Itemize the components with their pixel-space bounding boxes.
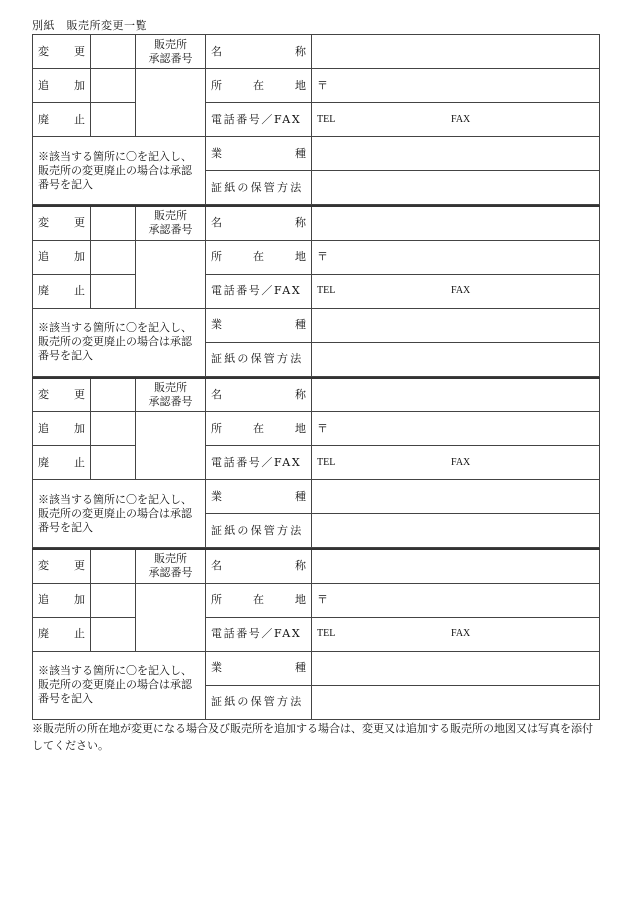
change-mark-cell[interactable] (91, 378, 136, 412)
address-label-text-char: 所 (211, 593, 222, 606)
abolish-mark-cell[interactable] (91, 103, 136, 137)
name-label-text-char: 名 (211, 387, 222, 401)
stamp-storage-field[interactable] (312, 171, 600, 205)
name-label-text (211, 388, 306, 402)
name-label-text (211, 559, 306, 573)
phone-fax-field[interactable] (312, 103, 600, 137)
address-label (206, 583, 312, 617)
address-label-text-char: 在 (253, 78, 264, 92)
approval-number-header: 販売所 承認番号 (136, 206, 206, 240)
name-label (206, 549, 312, 583)
store-block (32, 548, 600, 720)
instruction-note: ※該当する箇所に〇を記入し、販売所の変更廃止の場合は承認番号を記入 (33, 308, 206, 376)
name-label-text (211, 216, 306, 230)
change-label (33, 206, 91, 240)
address-label-text-char: 所 (211, 250, 222, 263)
address-label-text (211, 593, 306, 607)
name-label (206, 206, 312, 240)
name-label-text-char: 称 (295, 559, 306, 573)
add-label (33, 240, 91, 274)
approval-number-field[interactable] (136, 69, 206, 137)
attachment-note: ※販売所の所在地が変更になる場合及び販売所を追加する場合は、変更又は追加する販売所の地図又は写真を添付してください。 (32, 722, 593, 752)
change-label-text-char: 変 (38, 559, 49, 573)
business-type-label (206, 308, 312, 342)
change-label-text-char: 変 (38, 387, 49, 401)
business-type-label-text-char: 種 (295, 489, 306, 503)
stamp-storage-field[interactable] (312, 514, 600, 548)
address-label-text (211, 79, 306, 93)
add-label-text-char: 加 (74, 78, 85, 92)
address-field[interactable] (312, 240, 600, 274)
add-label-text-char: 加 (74, 250, 85, 263)
add-label (33, 583, 91, 617)
change-label-text (38, 388, 85, 402)
business-type-label-text (211, 661, 306, 675)
business-type-label-text (211, 490, 306, 504)
business-type-field[interactable] (312, 480, 600, 514)
phone-fax-label: 電話番号／FAX (206, 274, 312, 308)
abolish-label (33, 446, 91, 480)
add-label-text (38, 422, 85, 436)
instruction-note: ※該当する箇所に〇を記入し、販売所の変更廃止の場合は承認番号を記入 (33, 480, 206, 548)
stamp-storage-field[interactable] (312, 342, 600, 376)
add-label (33, 69, 91, 103)
business-type-label-text-char: 種 (295, 146, 306, 160)
address-label-text (211, 250, 306, 264)
add-label (33, 412, 91, 446)
abolish-label-text-char: 止 (74, 284, 85, 297)
abolish-label (33, 103, 91, 137)
business-type-label-text (211, 147, 306, 161)
name-label-text-char: 称 (295, 44, 306, 58)
change-label (33, 378, 91, 412)
abolish-mark-cell[interactable] (91, 274, 136, 308)
address-label-text-char: 地 (295, 78, 306, 92)
add-label-text (38, 593, 85, 607)
name-label-text-char: 名 (211, 216, 222, 230)
name-label (206, 378, 312, 412)
fax-label: FAX (451, 628, 471, 639)
add-mark-cell[interactable] (91, 240, 136, 274)
address-label-text-char: 所 (211, 421, 222, 435)
abolish-label-text (38, 627, 85, 641)
phone-fax-field[interactable] (312, 274, 600, 308)
business-type-field[interactable] (312, 651, 600, 685)
phone-fax-field[interactable] (312, 446, 600, 480)
change-label-text (38, 559, 85, 573)
store-block (32, 34, 600, 205)
address-label (206, 412, 312, 446)
address-label-text-char: 地 (295, 421, 306, 435)
approval-number-header: 販売所 承認番号 (136, 35, 206, 69)
change-label-text (38, 45, 85, 59)
abolish-label-text-char: 廃 (38, 627, 49, 640)
postal-mark: 〒 (317, 250, 328, 263)
address-field[interactable] (312, 583, 600, 617)
store-block (32, 205, 600, 377)
page-title: 別紙 販売所変更一覧 (32, 19, 147, 32)
instruction-note: ※該当する箇所に〇を記入し、販売所の変更廃止の場合は承認番号を記入 (33, 651, 206, 719)
business-type-label-text-char: 種 (295, 661, 306, 674)
business-type-label (206, 480, 312, 514)
address-field[interactable] (312, 69, 600, 103)
add-label-text-char: 加 (74, 593, 85, 606)
abolish-label-text-char: 廃 (38, 284, 49, 297)
abolish-label-text (38, 284, 85, 298)
address-field[interactable] (312, 412, 600, 446)
abolish-mark-cell[interactable] (91, 446, 136, 480)
postal-mark: 〒 (317, 421, 328, 435)
add-label-text-char: 加 (74, 421, 85, 435)
business-type-label-text-char: 種 (295, 318, 306, 331)
name-label (206, 35, 312, 69)
approval-number-header: 販売所 承認番号 (136, 549, 206, 583)
add-label-text (38, 79, 85, 93)
change-label-text-char: 更 (74, 216, 85, 230)
instruction-note: ※該当する箇所に〇を記入し、販売所の変更廃止の場合は承認番号を記入 (33, 137, 206, 205)
tel-label: TEL (317, 456, 336, 468)
abolish-label-text-char: 止 (74, 112, 85, 126)
add-label-text-char: 追 (38, 78, 49, 92)
business-type-label (206, 651, 312, 685)
address-label-text-char: 在 (253, 421, 264, 435)
tel-label: TEL (317, 628, 336, 639)
address-label-text (211, 422, 306, 436)
store-change-list (32, 34, 599, 720)
fax-label: FAX (451, 456, 471, 468)
stamp-storage-field[interactable] (312, 685, 600, 719)
abolish-label-text-char: 止 (74, 627, 85, 640)
name-label-text (211, 45, 306, 59)
stamp-storage-label: 証紙の保管方法 (206, 171, 312, 205)
business-type-field[interactable] (312, 308, 600, 342)
postal-mark: 〒 (317, 78, 328, 92)
approval-number-field[interactable] (136, 583, 206, 651)
change-mark-cell[interactable] (91, 549, 136, 583)
add-mark-cell[interactable] (91, 412, 136, 446)
name-label-text-char: 名 (211, 44, 222, 58)
abolish-label-text (38, 113, 85, 127)
change-label-text (38, 216, 85, 230)
name-field[interactable] (312, 549, 600, 583)
name-label-text-char: 名 (211, 559, 222, 573)
name-label-text-char: 称 (295, 387, 306, 401)
business-type-label-text (211, 318, 306, 332)
abolish-label-text-char: 廃 (38, 455, 49, 469)
add-label-text-char: 追 (38, 250, 49, 263)
abolish-label-text-char: 廃 (38, 112, 49, 126)
change-label-text-char: 変 (38, 216, 49, 230)
approval-number-field[interactable] (136, 240, 206, 308)
address-label-text-char: 在 (253, 593, 264, 606)
add-mark-cell[interactable] (91, 69, 136, 103)
add-mark-cell[interactable] (91, 583, 136, 617)
change-mark-cell[interactable] (91, 206, 136, 240)
address-label-text-char: 地 (295, 593, 306, 606)
fax-label: FAX (451, 285, 471, 296)
change-label (33, 35, 91, 69)
address-label-text-char: 地 (295, 250, 306, 263)
add-label-text (38, 250, 85, 264)
business-type-label-text-char: 業 (211, 146, 222, 160)
store-block (32, 377, 600, 549)
name-field[interactable] (312, 378, 600, 412)
change-label-text-char: 更 (74, 559, 85, 573)
name-field[interactable] (312, 206, 600, 240)
business-type-label-text-char: 業 (211, 318, 222, 331)
address-label-text-char: 所 (211, 78, 222, 92)
phone-fax-label: 電話番号／FAX (206, 103, 312, 137)
abolish-label-text-char: 止 (74, 455, 85, 469)
business-type-label-text-char: 業 (211, 489, 222, 503)
fax-label: FAX (451, 113, 471, 125)
business-type-label (206, 137, 312, 171)
approval-number-field[interactable] (136, 412, 206, 480)
change-mark-cell[interactable] (91, 35, 136, 69)
business-type-field[interactable] (312, 137, 600, 171)
phone-fax-field[interactable] (312, 617, 600, 651)
name-field[interactable] (312, 35, 600, 69)
change-label-text-char: 更 (74, 387, 85, 401)
phone-fax-label: 電話番号／FAX (206, 617, 312, 651)
postal-mark: 〒 (317, 593, 328, 606)
add-label-text-char: 追 (38, 593, 49, 606)
abolish-label-text (38, 456, 85, 470)
change-label-text-char: 更 (74, 44, 85, 58)
add-label-text-char: 追 (38, 421, 49, 435)
tel-label: TEL (317, 113, 336, 125)
address-label (206, 69, 312, 103)
name-label-text-char: 称 (295, 216, 306, 230)
abolish-mark-cell[interactable] (91, 617, 136, 651)
stamp-storage-label: 証紙の保管方法 (206, 342, 312, 376)
stamp-storage-label: 証紙の保管方法 (206, 685, 312, 719)
address-label-text-char: 在 (253, 250, 264, 263)
tel-label: TEL (317, 285, 336, 296)
abolish-label (33, 274, 91, 308)
abolish-label (33, 617, 91, 651)
stamp-storage-label: 証紙の保管方法 (206, 514, 312, 548)
phone-fax-label: 電話番号／FAX (206, 446, 312, 480)
change-label-text-char: 変 (38, 44, 49, 58)
business-type-label-text-char: 業 (211, 661, 222, 674)
address-label (206, 240, 312, 274)
change-label (33, 549, 91, 583)
approval-number-header: 販売所 承認番号 (136, 378, 206, 412)
